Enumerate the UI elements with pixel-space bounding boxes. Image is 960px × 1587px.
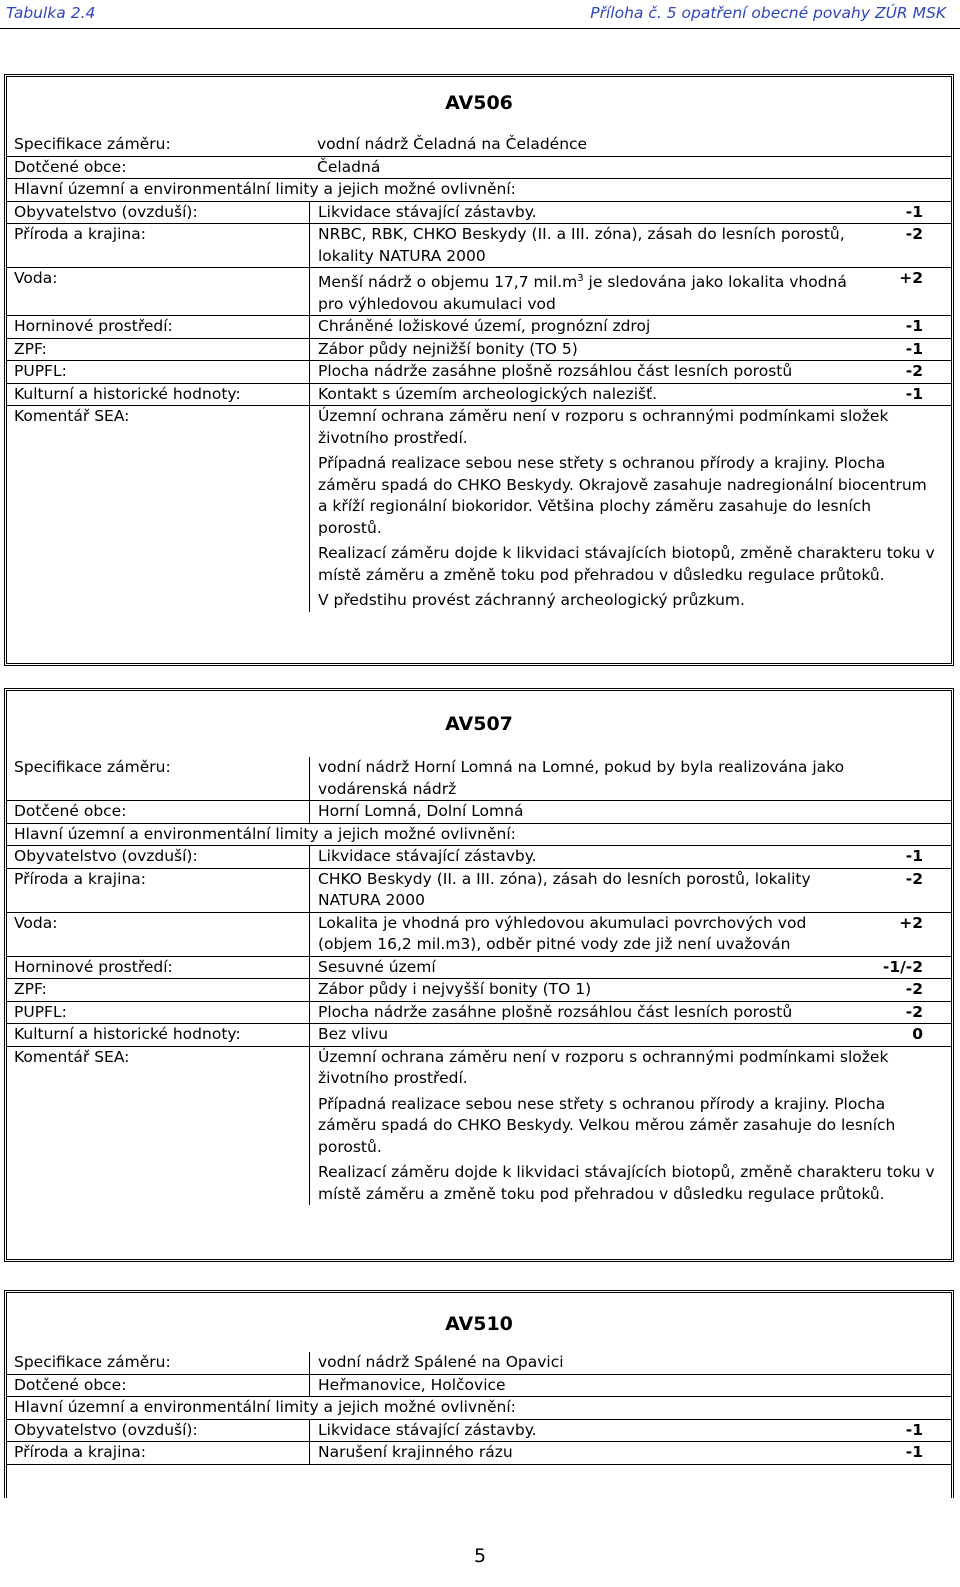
limit-label: Obyvatelstvo (ovzduší): [14, 1420, 198, 1439]
limit-value: CHKO Beskydy (II. a III. zóna), zásah do lesních porostů, lokality NATURA 2000 [309, 869, 849, 912]
limit-score: -1 [905, 202, 923, 221]
limit-value: Chráněné ložiskové území, prognózní zdroj [309, 316, 849, 338]
block-av506 [4, 74, 954, 666]
block-av510 [4, 1290, 954, 1498]
header-table-label: Tabulka 2.4 [6, 4, 96, 22]
limit-label: Horninové prostředí: [14, 317, 173, 336]
limit-row [7, 339, 951, 362]
limit-row [7, 957, 951, 980]
limit-row [7, 268, 951, 316]
limit-row [7, 384, 951, 407]
limit-row [7, 361, 951, 384]
obce-value: Heřmanovice, Holčovice [309, 1375, 849, 1397]
limit-value: Plocha nádrže zasáhne plošně rozsáhlou část lesních porostů [309, 361, 849, 383]
limit-row [7, 869, 951, 913]
limit-score: -2 [905, 1002, 923, 1021]
limit-label: Obyvatelstvo (ovzduší): [14, 847, 198, 865]
comment-label: Komentář SEA: [14, 1047, 130, 1066]
header-attachment-label: Příloha č. 5 opatření obecné povahy ZÚR MSK [590, 4, 946, 22]
limit-score: -2 [905, 980, 923, 998]
limit-value: Zábor půdy i nejvyšší bonity (TO 1) [309, 979, 849, 1001]
limit-score: -2 [905, 225, 923, 243]
limit-score: -1 [905, 317, 923, 336]
limit-score: +2 [899, 269, 923, 287]
limit-value: Likvidace stávající zástavby. [309, 1420, 849, 1442]
comment-paragraph: Případná realizace sebou nese střety s ochranou přírody a krajiny. Plocha záměru spadá do CHKO Beskydy. Okrajově zasahuje nadregionální biocentrum a kříží regionální biokoridor. Většina plochy záměru zasahuje do lesních porostů. [318, 454, 927, 537]
comment-text [309, 406, 937, 612]
limit-value: Sesuvné území [309, 957, 849, 979]
limit-value [309, 268, 849, 315]
block-title: AV510 [445, 1313, 513, 1335]
limit-row [7, 979, 951, 1002]
comment-paragraph: Územní ochrana záměru není v rozporu s ochrannými podmínkami složek životního prostředí. [318, 1047, 889, 1087]
limit-label: Příroda a krajina: [14, 1443, 146, 1461]
page-number: 5 [473, 1545, 487, 1567]
limit-label: Příroda a krajina: [14, 225, 146, 243]
limit-row [7, 316, 951, 339]
limit-label: PUPFL: [14, 362, 67, 381]
voda-text-pre: Menší nádrž o objemu 17,7 mil.m [318, 273, 578, 292]
limit-value: Likvidace stávající zástavby. [309, 846, 849, 868]
limit-score: -1 [905, 339, 923, 358]
comment-paragraph: Případná realizace sebou nese střety s ochranou přírody a krajiny. Plocha záměru spadá do CHKO Beskydy. Velkou měrou záměr zasahuje do lesních porostů. [318, 1094, 896, 1156]
block-title: AV506 [445, 92, 513, 114]
limit-score: -1/-2 [882, 957, 923, 976]
limit-value: Lokalita je vhodná pro výhledovou akumulaci povrchových vod (objem 16,2 mil.m3), odběr pitné vody zde již není uvažován [309, 913, 849, 956]
voda-text-post: je sledována jako lokalita vhodná pro výhledovou akumulaci vod [318, 273, 847, 313]
limit-label: ZPF: [14, 980, 47, 998]
limit-row [7, 846, 951, 869]
obce-row [7, 157, 951, 180]
limit-value: Bez vlivu [309, 1024, 849, 1046]
limit-score: -1 [905, 384, 923, 403]
comment-paragraph: Realizací záměru dojde k likvidaci stávajících biotopů, změně charakteru toku v místě záměru a změně toku pod přehradou v důsledku regulace průtoků. [318, 544, 935, 584]
limit-row [7, 1442, 951, 1465]
obce-value: Čeladná [317, 157, 381, 176]
comment-row [7, 1047, 951, 1206]
obce-label: Dotčené obce: [14, 157, 127, 176]
spec-value: vodní nádrž Čeladná na Čeladénce [317, 135, 588, 153]
comment-paragraph: Realizací záměru dojde k likvidaci stávajících biotopů, změně charakteru toku v místě záměru a změně toku pod přehradou v důsledku regulace průtoků. [318, 1163, 935, 1203]
limit-row [7, 1024, 951, 1047]
comment-row [7, 406, 951, 612]
limit-label: Voda: [14, 913, 58, 932]
limits-label: Hlavní územní a environmentální limity a jejich možné ovlivnění: [14, 180, 516, 198]
spec-label: Specifikace záměru: [14, 1353, 171, 1371]
limit-row [7, 1002, 951, 1025]
comment-text [309, 1047, 937, 1206]
limit-score: -2 [905, 869, 923, 888]
limit-row [7, 224, 951, 268]
comment-label: Komentář SEA: [14, 407, 130, 426]
spec-label: Specifikace záměru: [14, 758, 171, 776]
voda-text-sup: 3 [577, 273, 584, 284]
obce-row [7, 801, 951, 824]
spec-row [7, 1352, 951, 1375]
limit-value: Zábor půdy nejnižší bonity (TO 5) [309, 339, 849, 361]
obce-row [7, 1375, 951, 1398]
spec-value: vodní nádrž Spálené na Opavici [309, 1352, 849, 1374]
limit-label: Příroda a krajina: [14, 869, 146, 888]
limit-row [7, 202, 951, 225]
limit-label: Voda: [14, 269, 58, 287]
limit-row [7, 913, 951, 957]
spec-label: Specifikace záměru: [14, 135, 171, 153]
limit-label: Horninové prostředí: [14, 957, 173, 976]
limits-label: Hlavní územní a environmentální limity a jejich možné ovlivnění: [14, 824, 516, 843]
limits-row [7, 824, 951, 847]
limit-value: Narušení krajinného rázu [309, 1442, 849, 1464]
limit-value: Plocha nádrže zasáhne plošně rozsáhlou část lesních porostů [309, 1002, 849, 1024]
header-divider [0, 28, 960, 29]
spec-row [7, 134, 951, 157]
limit-label: PUPFL: [14, 1002, 67, 1021]
limit-score: -2 [905, 362, 923, 381]
limit-score: -1 [905, 847, 923, 865]
spec-value: vodní nádrž Horní Lomná na Lomné, pokud by byla realizována jako vodárenská nádrž [309, 757, 849, 800]
limit-score: -1 [905, 1443, 923, 1461]
limit-value: Likvidace stávající zástavby. [309, 202, 849, 224]
comment-paragraph: V předstihu provést záchranný archeologický průzkum. [318, 591, 745, 610]
obce-label: Dotčené obce: [14, 802, 127, 820]
limit-label: Kulturní a historické hodnoty: [14, 384, 241, 403]
limit-label: ZPF: [14, 339, 47, 358]
limits-row [7, 179, 951, 202]
obce-value: Horní Lomná, Dolní Lomná [309, 801, 849, 823]
limit-value: Kontakt s územím archeologických nalezišť. [309, 384, 849, 406]
spec-row [7, 757, 951, 801]
limit-row [7, 1420, 951, 1443]
obce-label: Dotčené obce: [14, 1375, 127, 1394]
block-title: AV507 [445, 713, 513, 735]
limit-score: -1 [905, 1420, 923, 1439]
limits-label: Hlavní územní a environmentální limity a jejich možné ovlivnění: [14, 1398, 516, 1416]
limit-score: 0 [912, 1025, 923, 1043]
comment-paragraph: Územní ochrana záměru není v rozporu s ochrannými podmínkami složek životního prostředí. [318, 407, 889, 447]
block-av507 [4, 688, 954, 1262]
limit-label: Kulturní a historické hodnoty: [14, 1025, 241, 1043]
limit-score: +2 [899, 913, 923, 932]
limit-label: Obyvatelstvo (ovzduší): [14, 202, 198, 221]
limits-row [7, 1397, 951, 1420]
limit-value: NRBC, RBK, CHKO Beskydy (II. a III. zóna), zásah do lesních porostů, lokality NATURA 2000 [309, 224, 849, 267]
